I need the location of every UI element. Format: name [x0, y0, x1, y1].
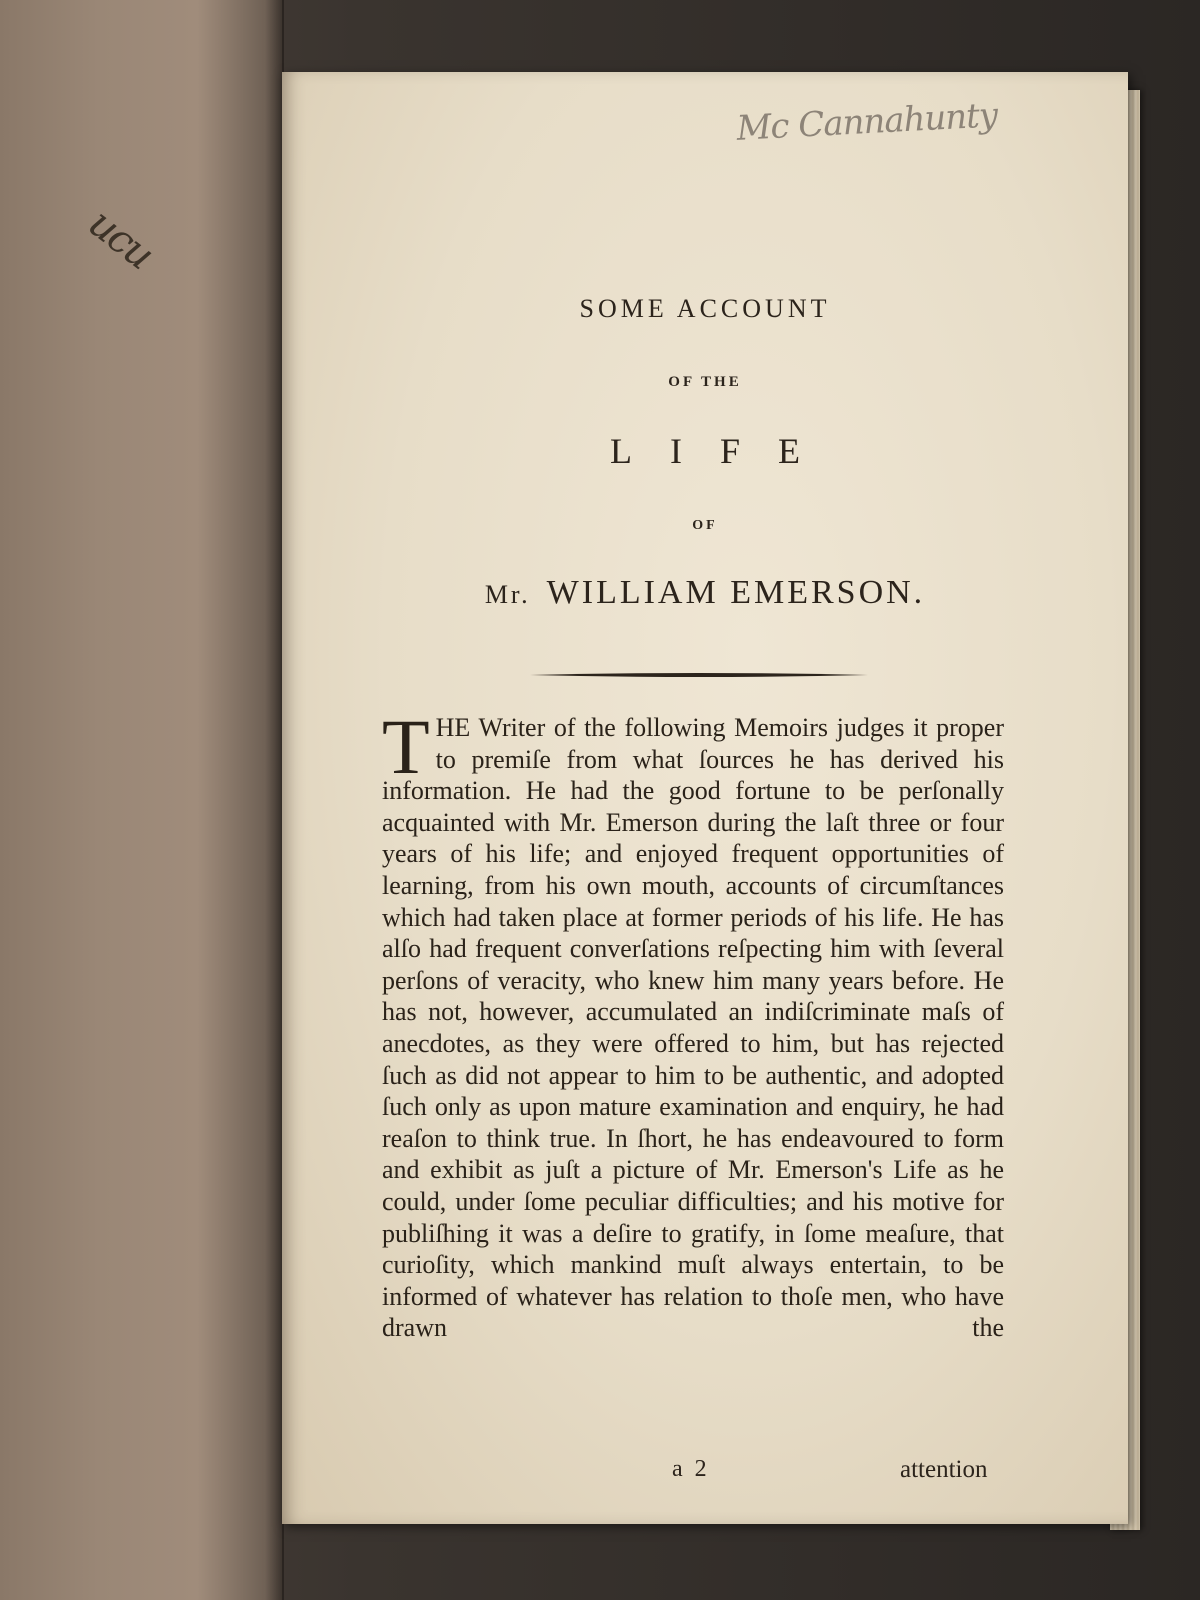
catchword: attention	[900, 1456, 988, 1483]
handwritten-note: ucu	[79, 200, 162, 279]
signature-mark: a 2	[672, 1456, 710, 1482]
title-line-some-account: SOME ACCOUNT	[579, 294, 831, 323]
title-line-of: OF	[692, 518, 718, 533]
book-page	[282, 72, 1128, 1524]
title-prefix: Mr.	[484, 580, 531, 609]
title-rule	[530, 672, 868, 678]
title-line-of-the: OF THE	[668, 374, 742, 390]
title-line-life: LIFE	[610, 431, 838, 471]
owner-signature: Mc Cannahunty	[735, 95, 998, 149]
title-name: WILLIAM EMERSON.	[546, 574, 926, 611]
endpaper	[0, 0, 284, 1600]
body-paragraph	[382, 703, 1004, 1344]
title-line-name	[282, 574, 1128, 612]
body-text: HE Writer of the following Memoirs judges it proper to premiſe from what ſources he has derived his information. He had the good fortune to be perſonally acquainted with Mr. Emerson during the laſt three or four years of his life; and enjoyed frequent opportunities of learning, from his own mouth, accounts of circumſtances which had taken place at former periods of his life. He has alſo had frequent converſations reſpecting him with ſeveral perſons of veracity, who knew him many years before. He has not, however, accumulated an indiſcriminate maſs of anecdotes, as they were offered to him, but has rejected ſuch as did not appear to him to be authentic, and adopted ſuch only as upon mature examination and enquiry, he had reaſon to think true. In ſhort, he has endeavoured to form and exhibit as juſt a picture of Mr. Emerson's Life as he could, under ſome peculiar difficulties; and his motive for publiſhing it was a deſire to gratify, in ſome meaſure, that curioſity, which mankind muſt always entertain, to be informed of whatever has relation to thoſe men, who have drawn the	[382, 713, 1004, 1343]
drop-cap: T	[382, 703, 430, 790]
